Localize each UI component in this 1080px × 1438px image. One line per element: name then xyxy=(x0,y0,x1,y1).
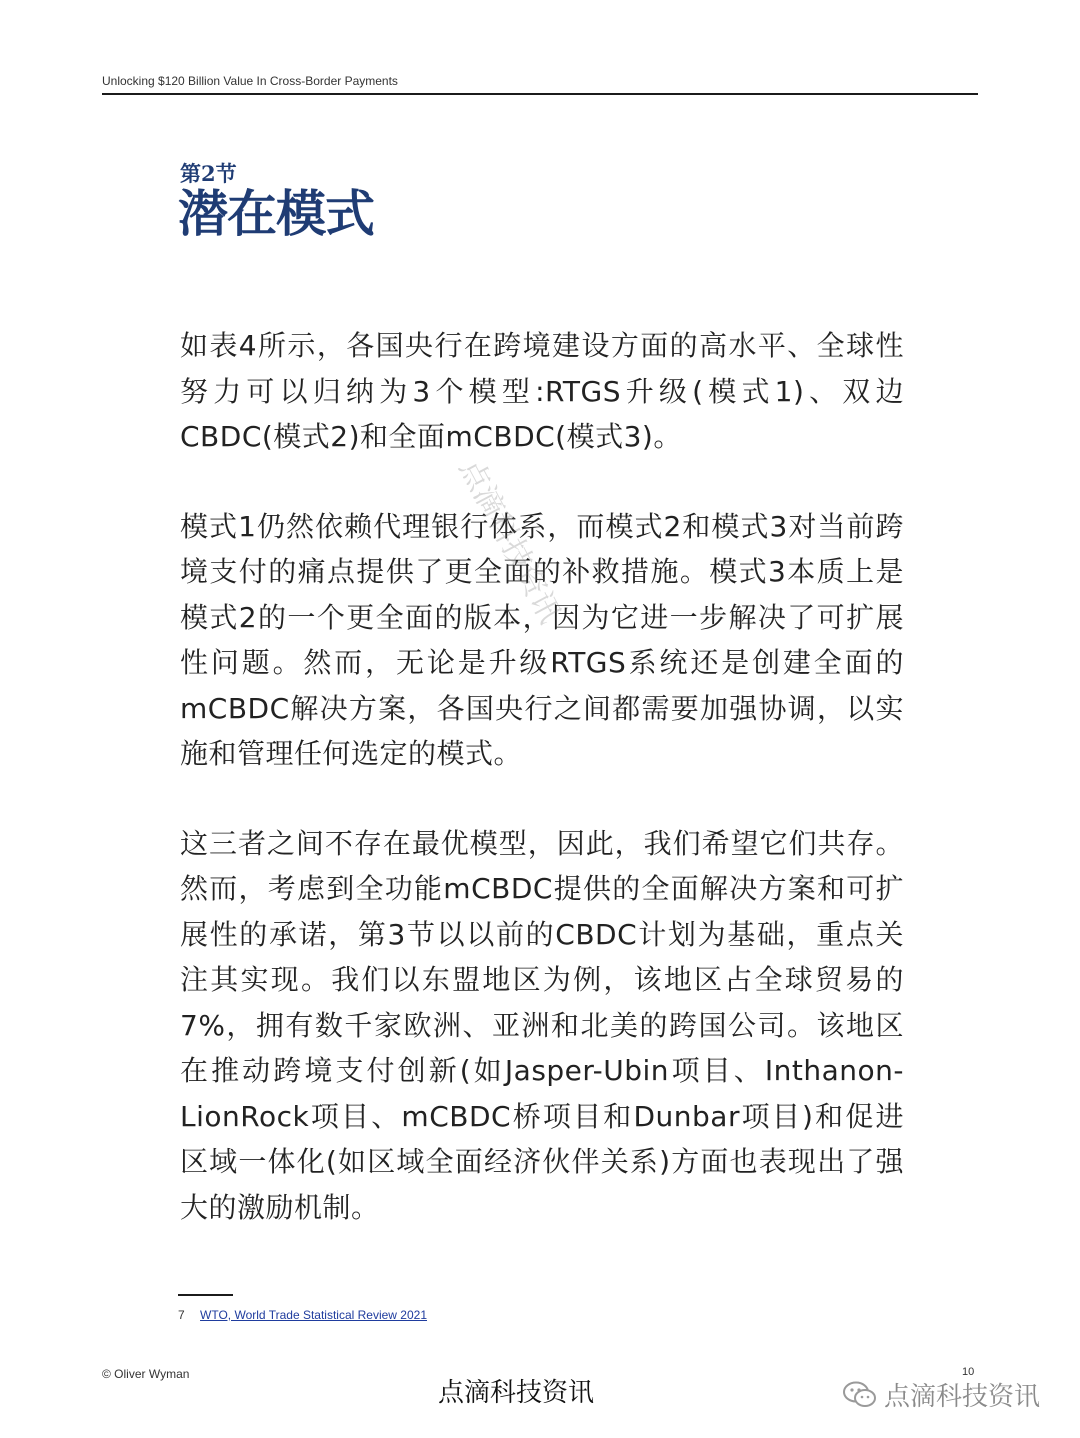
paragraph-2: 模式1仍然依赖代理银行体系，而模式2和模式3对当前跨境支付的痛点提供了更全面的补救措施。模式3本质上是模式2的一个更全面的版本，因为它进一步解决了可扩展性问题。然而，无论是升级RTGS系统还是创建全面的mCBDC解决方案，各国央行之间都需要加强协调，以实施和管理任何选定的模式。 xyxy=(180,509,904,770)
wechat-watermark xyxy=(842,1376,1040,1413)
page-number: 10 xyxy=(962,1366,975,1378)
diagonal-watermark: 点滴科技资讯 xyxy=(452,453,568,630)
section-title: 潜在模式 xyxy=(178,184,374,243)
header-rule xyxy=(102,93,978,95)
running-header: Unlocking $120 Billion Value In Cross-Border Payments xyxy=(102,74,398,88)
wechat-icon xyxy=(842,1380,878,1410)
bottom-watermark: 点滴科技资讯 xyxy=(438,1378,595,1408)
footnote-rule xyxy=(178,1294,233,1296)
paragraph-1: 如表4所示，各国央行在跨境建设方面的高水平、全球性努力可以归纳为3个模型:RTGS升级(模式1)、双边CBDC(模式2)和全面mCBDC(模式3)。 xyxy=(180,329,904,453)
section-label: 第2节 xyxy=(180,161,237,186)
copyright: © Oliver Wyman xyxy=(102,1367,190,1381)
paragraph-3: 这三者之间不存在最优模型，因此，我们希望它们共存。然而，考虑到全功能mCBDC提供的全面解决方案和可扩展性的承诺，第3节以以前的CBDC计划为基础，重点关注其实现。我们以东盟地区为例，该地区占全球贸易的7%，拥有数千家欧洲、亚洲和北美的跨国公司。该地区在推动跨境支付创新(如Jasper-Ubin项目、Inthanon-LionRock项目、mCBDC桥项目和Dunbar项目)和促进区域一体化(如区域全面经济伙伴关系)方面也表现出了强大的激励机制。 xyxy=(180,826,904,1224)
wechat-label: 点滴科技资讯 xyxy=(884,1382,1041,1412)
body-text xyxy=(180,323,904,1274)
footnote-link[interactable]: WTO, World Trade Statistical Review 2021 xyxy=(200,1308,428,1322)
footnote-number: 7 xyxy=(178,1308,185,1322)
footnote xyxy=(178,1308,427,1322)
